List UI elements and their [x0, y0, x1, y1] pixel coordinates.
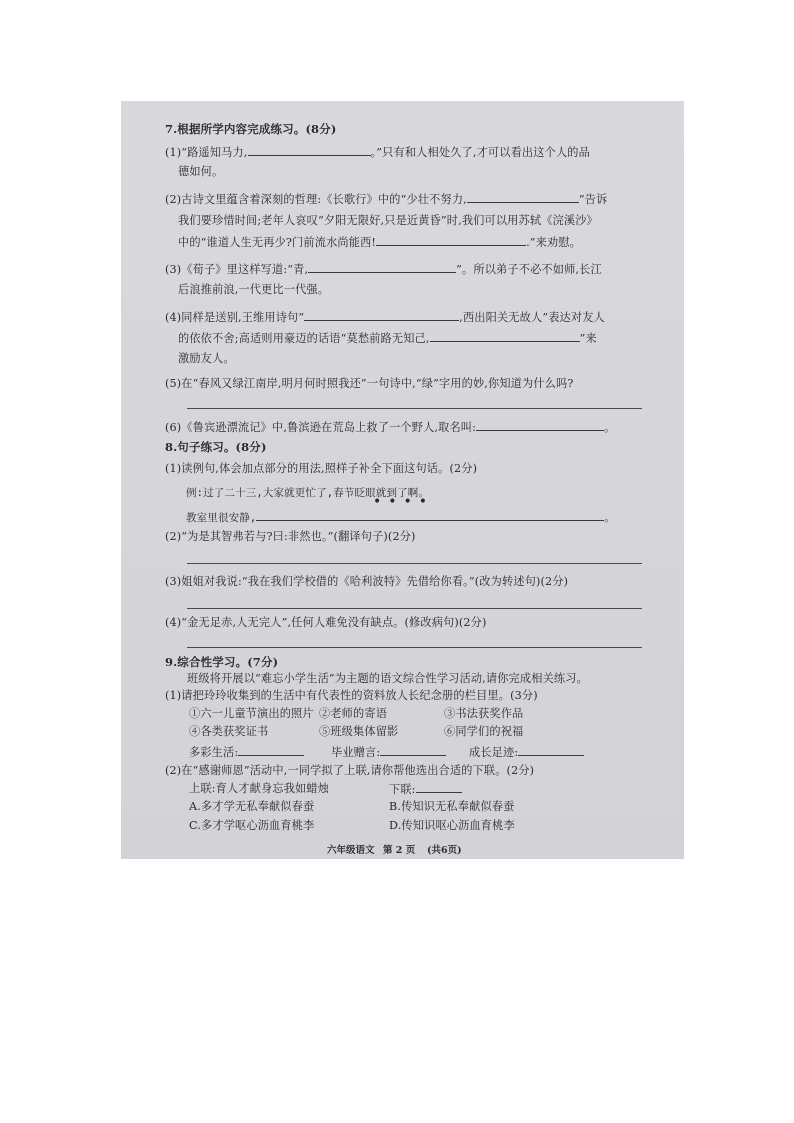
q9-lower-blank[interactable]: [416, 781, 462, 793]
q8-item1-text-c: 教室里很安静,: [186, 512, 257, 524]
q9-upper-couplet: 上联:育人才献身忘我如蜡烛: [189, 782, 329, 795]
footer-grade: 六年级语文: [327, 845, 375, 856]
q9-option-1: ①六一儿童节演出的照片: [189, 707, 314, 720]
q9-category-1-label: 多彩生活:: [189, 746, 239, 759]
q8-item1-line1: (1)读例句,体会加点部分的用法,照样子补全下面这句话。(2分): [165, 462, 478, 475]
q7-item2-text-b: ”告诉: [578, 193, 608, 206]
q7-item2-text-e: .”来劝慰。: [526, 236, 582, 249]
q7-item3-line2: 后浪推前浪,一代更比一代强。: [178, 283, 330, 296]
q7-item2-blank1[interactable]: [467, 191, 579, 203]
q9-category-3-label: 成长足迹:: [469, 746, 519, 759]
q7-item4-blank2[interactable]: [430, 330, 580, 342]
q7-item4-blank1[interactable]: [304, 309, 459, 321]
q9-option-4: ④各类获奖证书: [189, 725, 269, 738]
q7-item2-blank2[interactable]: [376, 234, 526, 246]
q9-item2-line1: (2)在“感谢师恩”活动中,一同学拟了上联,请你帮他选出合适的下联。(2分): [165, 764, 535, 777]
q8-item1-emphasis-dots: ••••: [373, 494, 435, 510]
q7-item6-text-a: (6)《鲁宾逊漂流记》中,鲁滨逊在荒岛上救了一个野人,取名叫:: [165, 421, 477, 434]
q8-item4-line1: (4)“金无足赤,人无完人”,任何人难免没有缺点。(修改病句)(2分): [165, 616, 487, 629]
exam-page: [121, 101, 684, 859]
q7-item3-blank[interactable]: [308, 261, 456, 273]
q7-item4-line2: [178, 330, 597, 347]
q9-choice-a: A.多才学无私奉献似春蚕: [189, 800, 315, 813]
q7-item2-text-d: 中的“谁道人生无再少?门前流水尚能西!: [178, 236, 377, 249]
q8-item2-answer-line[interactable]: [187, 563, 642, 564]
q8-item2-line1: (2)“为是其智弗若与?曰:非然也。”(翻译句子)(2分): [165, 530, 416, 543]
q7-item2-text-a: (2)古诗文里蕴含着深刻的哲理:《长歌行》中的“少壮不努力,: [165, 193, 467, 206]
q7-item4-text-c: 的依依不舍;高适则用豪迈的话语“莫愁前路无知己,: [178, 332, 430, 345]
q7-item1-line2: 德如何。: [178, 165, 224, 178]
q7-item6-line1: [165, 419, 615, 436]
q8-item3-answer-line[interactable]: [187, 608, 642, 609]
q9-option-5: ⑤班级集体留影: [319, 725, 399, 738]
q7-heading: 7.根据所学内容完成练习。(8分): [165, 122, 337, 136]
q7-item6-blank[interactable]: [476, 419, 604, 431]
q7-item6-text-b: 。: [604, 421, 616, 434]
footer-page: 第 2 页: [383, 845, 416, 856]
q7-item5-line1: (5)在“春风又绿江南岸,明月何时照我还”一句诗中,“绿”字用的妙,你知道为什么吗?: [165, 377, 574, 390]
q9-intro: 班级将开展以“难忘小学生活”为主题的语文综合性学习活动,请你完成相关练习。: [187, 672, 588, 685]
q9-lower-label: 下联:: [389, 783, 416, 796]
q8-heading: 8.句子练习。(8分): [165, 440, 267, 454]
q7-item4-text-a: (4)同样是送别,王维用诗句“: [165, 311, 305, 324]
q8-item3-line1: (3)姐姐对我说:“我在我们学校借的《哈利波特》先借给你看。”(改为转述句)(2分): [165, 575, 569, 588]
q8-item1-line3: [186, 509, 615, 526]
q7-item2-line1: [165, 191, 607, 208]
q8-item1-text-d: 。: [604, 512, 616, 524]
q8-item1-blank[interactable]: [256, 509, 604, 521]
q7-item3-line1: [165, 261, 602, 278]
q9-choice-b: B.传知识无私奉献似春蚕: [389, 800, 515, 813]
q7-item1-text-a: (1)“路遥知马力,: [165, 146, 248, 159]
q9-category-2-label: 毕业赠言:: [331, 746, 381, 759]
q7-item2-line3: [178, 234, 581, 251]
q9-option-2: ②老师的寄语: [319, 707, 388, 720]
q7-item2-line2: 我们要珍惜时间;老年人哀叹“夕阳无限好,只是近黄昏”时,我们可以用苏轼《浣溪沙》: [178, 214, 598, 227]
q7-item4-line3: 激励友人。: [178, 352, 235, 365]
q9-option-3: ③书法获奖作品: [444, 707, 524, 720]
q9-heading: 9.综合性学习。(7分): [165, 655, 279, 669]
q9-category-2-blank[interactable]: [380, 744, 446, 756]
q7-item1-blank[interactable]: [248, 144, 371, 156]
q7-item5-answer-line[interactable]: [187, 408, 642, 409]
q9-category-3-blank[interactable]: [518, 744, 584, 756]
q7-item3-text-a: (3)《荀子》里这样写道:“青,: [165, 263, 309, 276]
q7-item3-text-b: ”。所以弟子不必不如师,长江: [456, 263, 602, 276]
q9-lower-couplet: [389, 781, 462, 798]
q9-category-1: [189, 744, 304, 761]
q7-item4-text-d: ”来: [579, 332, 597, 345]
q9-choice-c: C.多才学呕心沥血育桃李: [189, 819, 315, 832]
q8-item1-example: 例:过了二十三,大家就更忙了,春节眨眼就到了啊。: [186, 487, 430, 499]
q9-choice-d: D.传知识呕心沥血育桃李: [389, 819, 515, 832]
q8-item4-answer-line[interactable]: [187, 647, 642, 648]
footer-total: (共6页): [427, 845, 462, 856]
q7-item4-line1: [165, 309, 605, 326]
q9-category-2: [331, 744, 446, 761]
q7-item1-text-b: 。”只有和人相处久了,才可以看出这个人的品: [370, 146, 590, 159]
q9-option-6: ⑥同学们的祝福: [444, 725, 524, 738]
q7-item4-text-b: ,西出阳关无故人”表达对友人: [459, 311, 605, 324]
q7-item1-line1: [165, 144, 590, 161]
q9-category-1-blank[interactable]: [238, 744, 304, 756]
q9-category-3: [469, 744, 584, 761]
q9-item1-line1: (1)请把玲玲收集到的生活中有代表性的资料放人长纪念册的栏目里。(3分): [165, 689, 538, 702]
